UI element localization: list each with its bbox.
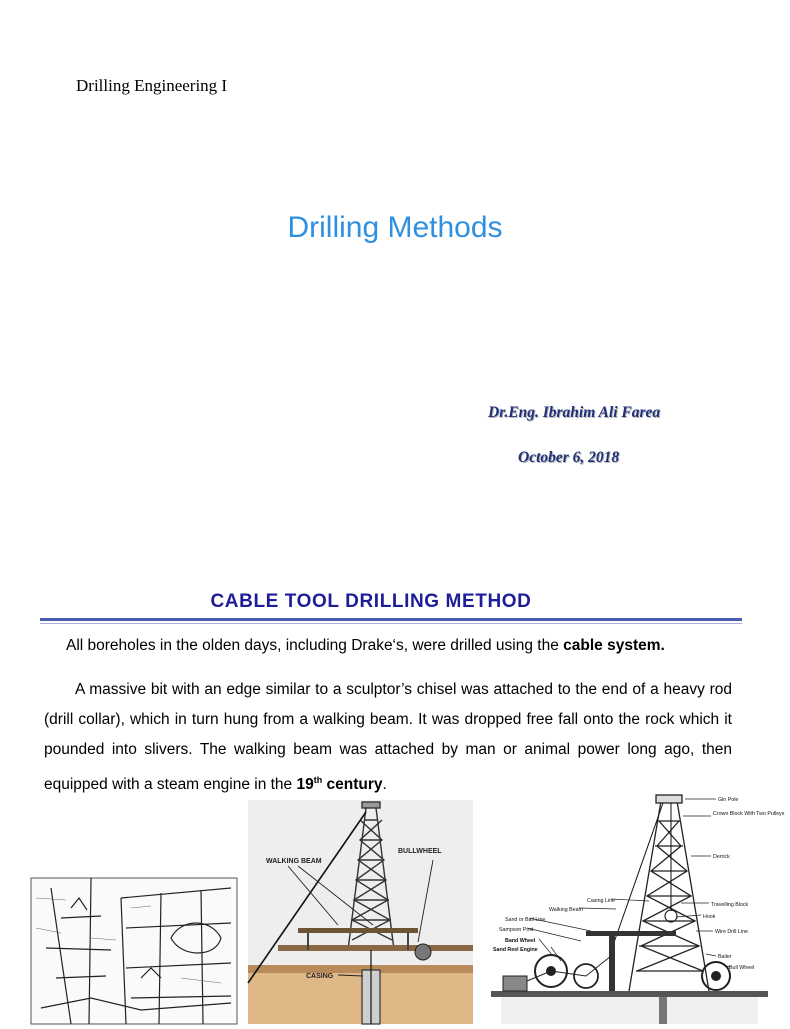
presentation-date: October 6, 2018 bbox=[518, 449, 620, 466]
century-suffix: th bbox=[313, 775, 323, 785]
century-word: century bbox=[322, 776, 383, 794]
band-wheel-label: Band Wheel bbox=[505, 938, 536, 944]
paragraph-2 bbox=[44, 675, 732, 800]
course-title: Drilling Engineering I bbox=[76, 76, 228, 95]
walking-beam-label: WALKING BEAM bbox=[266, 858, 322, 865]
sand-reel-engine-label: Sand Reel Engine bbox=[493, 947, 538, 953]
paragraph-2-text: A massive bit with an edge similar to a sculptor’s chisel was attached to the end of a heavy rod (drill collar), which in turn hung from a walking beam. It was dropped free fall onto the rock which it pounded into slivers. The walking beam was attached by man or animal power long ago, then equipped with a steam engine in the bbox=[44, 681, 732, 794]
gin-pole-label: Gin Pole bbox=[718, 797, 739, 803]
derrick-label: Derrick bbox=[713, 854, 730, 860]
walking-beam-label-2: Walking Beam bbox=[549, 907, 583, 913]
walking-beam-diagram bbox=[248, 800, 473, 1024]
rig-sketch-image bbox=[31, 878, 237, 1024]
travelling-block-label: Travelling Block bbox=[711, 902, 749, 908]
heading-rule-thin bbox=[40, 623, 742, 624]
crown-block-label: Crown Block With Two Pulleys bbox=[713, 811, 785, 817]
bailer-label: Bailer bbox=[718, 954, 732, 960]
cable-tool-rig-diagram bbox=[491, 791, 785, 1024]
hook-label: Hook bbox=[703, 914, 716, 920]
paragraph-1-bold: cable system. bbox=[563, 637, 665, 654]
casing-line-label: Casing Line bbox=[587, 898, 615, 904]
paragraph-2-end: . bbox=[382, 776, 387, 794]
century-number: 19 bbox=[296, 776, 314, 794]
sand-line-label: Sand or Bail Line bbox=[505, 917, 546, 923]
bullwheel-label: BULLWHEEL bbox=[398, 848, 442, 855]
sampson-post-label: Sampson Post bbox=[499, 927, 534, 933]
heading-rule bbox=[40, 618, 742, 621]
slide-title: Drilling Methods bbox=[287, 211, 503, 244]
section-heading: CABLE TOOL DRILLING METHOD bbox=[210, 591, 532, 612]
bull-wheel-label: Bull Wheel bbox=[729, 965, 755, 971]
casing-label: CASING bbox=[306, 973, 334, 980]
paragraph-1-text: All boreholes in the olden days, including Drake‘s, were drilled using the bbox=[66, 637, 564, 654]
wire-drill-line-label: Wire Drill Line bbox=[715, 929, 748, 935]
author-name: Dr.Eng. Ibrahim Ali Farea bbox=[488, 404, 661, 421]
paragraph-1 bbox=[66, 637, 665, 655]
